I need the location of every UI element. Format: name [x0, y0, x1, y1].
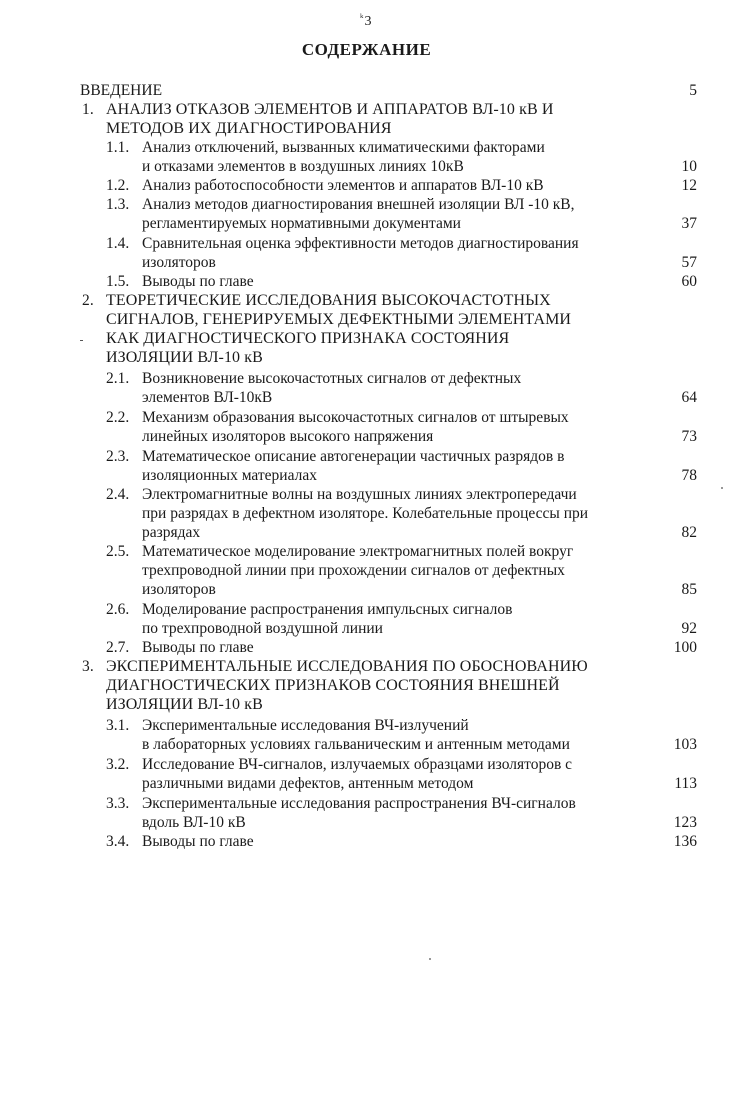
- section-number: 2.3.: [106, 448, 130, 465]
- section-number: 3.4.: [106, 833, 130, 850]
- section-title-line: Выводы по главе: [142, 639, 254, 656]
- section-page: 78: [681, 467, 697, 484]
- section-title-line: трехпроводной линии при прохождении сигналов от дефектных: [142, 562, 565, 579]
- section-title-line: при разрядах в дефектном изоляторе. Колебательные процессы при: [142, 505, 589, 522]
- toc-intro-label: ВВЕДЕНИЕ: [80, 82, 163, 99]
- section-title-line: различными видами дефектов, антенным методом: [142, 775, 474, 792]
- page-number-value: 3: [364, 14, 372, 29]
- section-page: 100: [673, 639, 697, 656]
- section-number: 3.2.: [106, 756, 130, 773]
- section-title-line: Экспериментальные исследования ВЧ-излучений: [142, 717, 469, 734]
- chapter-title-line: КАК ДИАГНОСТИЧЕСКОГО ПРИЗНАКА СОСТОЯНИЯ: [106, 330, 510, 347]
- section-number: 2.2.: [106, 409, 130, 426]
- section-title-line: Выводы по главе: [142, 833, 254, 850]
- section-page: 103: [673, 736, 697, 753]
- section-page: 73: [681, 428, 697, 445]
- section-title-line: Анализ отключений, вызванных климатическими факторами: [142, 139, 545, 156]
- section-page: 85: [681, 581, 697, 598]
- chapter-title-line: ЭКСПЕРИМЕНТАЛЬНЫЕ ИССЛЕДОВАНИЯ ПО ОБОСНОВАНИЮ: [106, 658, 588, 675]
- section-page: 57: [681, 254, 697, 271]
- toc-intro-page: 5: [689, 82, 697, 99]
- section-number: 2.1.: [106, 370, 130, 387]
- section-title-line: и отказами элементов в воздушных линиях 10кВ: [142, 158, 464, 175]
- section-title-line: элементов ВЛ-10кВ: [142, 389, 273, 406]
- section-title-line: Сравнительная оценка эффективности методов диагностирования: [142, 235, 579, 252]
- section-page: 64: [681, 389, 697, 406]
- section-page: 60: [681, 273, 697, 290]
- section-title-line: изоляционных материалах: [142, 467, 317, 484]
- section-title-line: по трехпроводной воздушной линии: [142, 620, 383, 637]
- section-title-line: Анализ методов диагностирования внешней изоляции ВЛ -10 кВ,: [142, 196, 575, 213]
- section-title-line: линейных изоляторов высокого напряжения: [142, 428, 434, 445]
- chapter-title-line: ИЗОЛЯЦИИ ВЛ-10 кВ: [106, 696, 263, 713]
- section-number: 3.3.: [106, 795, 130, 812]
- section-number: 2.7.: [106, 639, 130, 656]
- section-title-line: изоляторов: [142, 254, 216, 271]
- section-number: 1.3.: [106, 196, 130, 213]
- chapter-title-line: ТЕОРЕТИЧЕСКИЕ ИССЛЕДОВАНИЯ ВЫСОКОЧАСТОТНЫХ: [106, 292, 551, 309]
- section-title-line: Математическое моделирование электромагнитных полей вокруг: [142, 543, 574, 560]
- chapter-title-line: АНАЛИЗ ОТКАЗОВ ЭЛЕМЕНТОВ И АППАРАТОВ ВЛ-10 кВ И: [106, 101, 554, 118]
- page-number: [360, 14, 371, 30]
- chapter-title-line: СИГНАЛОВ, ГЕНЕРИРУЕМЫХ ДЕФЕКТНЫМИ ЭЛЕМЕНТАМИ: [106, 311, 572, 328]
- section-page: 10: [681, 158, 697, 175]
- section-page: 113: [674, 775, 697, 792]
- chapter-number: 3.: [82, 658, 94, 675]
- chapter-title-line: МЕТОДОВ ИХ ДИАГНОСТИРОВАНИЯ: [106, 120, 392, 137]
- section-title-line: Выводы по главе: [142, 273, 254, 290]
- section-title-line: регламентируемых нормативными документами: [142, 215, 461, 232]
- chapter-title-line: ДИАГНОСТИЧЕСКИХ ПРИЗНАКОВ СОСТОЯНИЯ ВНЕШНЕЙ: [106, 677, 560, 694]
- chapter-number: 2.: [82, 292, 94, 309]
- toc-title: СОДЕРЖАНИЕ: [301, 40, 432, 59]
- section-number: 2.5.: [106, 543, 130, 560]
- section-page: 12: [681, 177, 697, 194]
- section-number: 2.6.: [106, 601, 130, 618]
- section-title-line: Математическое описание автогенерации частичных разрядов в: [142, 448, 565, 465]
- section-title-line: изоляторов: [142, 581, 216, 598]
- section-page: 82: [681, 524, 697, 541]
- corner-mark: ᵏ: [360, 12, 364, 24]
- chapter-number: 1.: [82, 101, 94, 118]
- section-page: 92: [681, 620, 697, 637]
- section-number: 1.5.: [106, 273, 130, 290]
- section-title-line: Электромагнитные волны на воздушных линиях электропередачи: [142, 486, 577, 503]
- section-title-line: Экспериментальные исследования распространения ВЧ-сигналов: [142, 795, 576, 812]
- section-page: 37: [681, 215, 697, 232]
- section-title-line: Моделирование распространения импульсных сигналов: [142, 601, 513, 618]
- section-number: 1.1.: [106, 139, 130, 156]
- scan-speck: [429, 958, 431, 960]
- section-title-line: Анализ работоспособности элементов и аппаратов ВЛ-10 кВ: [142, 177, 544, 194]
- scan-mark: [80, 340, 83, 341]
- section-page: 123: [673, 814, 697, 831]
- section-number: 3.1.: [106, 717, 130, 734]
- section-title-line: Возникновение высокочастотных сигналов от дефектных: [142, 370, 522, 387]
- scan-speck: [721, 487, 723, 489]
- section-page: 136: [673, 833, 697, 850]
- section-number: 2.4.: [106, 486, 130, 503]
- section-number: 1.4.: [106, 235, 130, 252]
- section-title-line: в лабораторных условиях гальваническим и антенным методами: [142, 736, 570, 753]
- section-title-line: Исследование ВЧ-сигналов, излучаемых образцами изоляторов с: [142, 756, 573, 773]
- section-title-line: вдоль ВЛ-10 кВ: [142, 814, 246, 831]
- section-title-line: Механизм образования высокочастотных сигналов от штыревых: [142, 409, 569, 426]
- section-number: 1.2.: [106, 177, 130, 194]
- section-title-line: разрядах: [142, 524, 201, 541]
- chapter-title-line: ИЗОЛЯЦИИ ВЛ-10 кВ: [106, 349, 263, 366]
